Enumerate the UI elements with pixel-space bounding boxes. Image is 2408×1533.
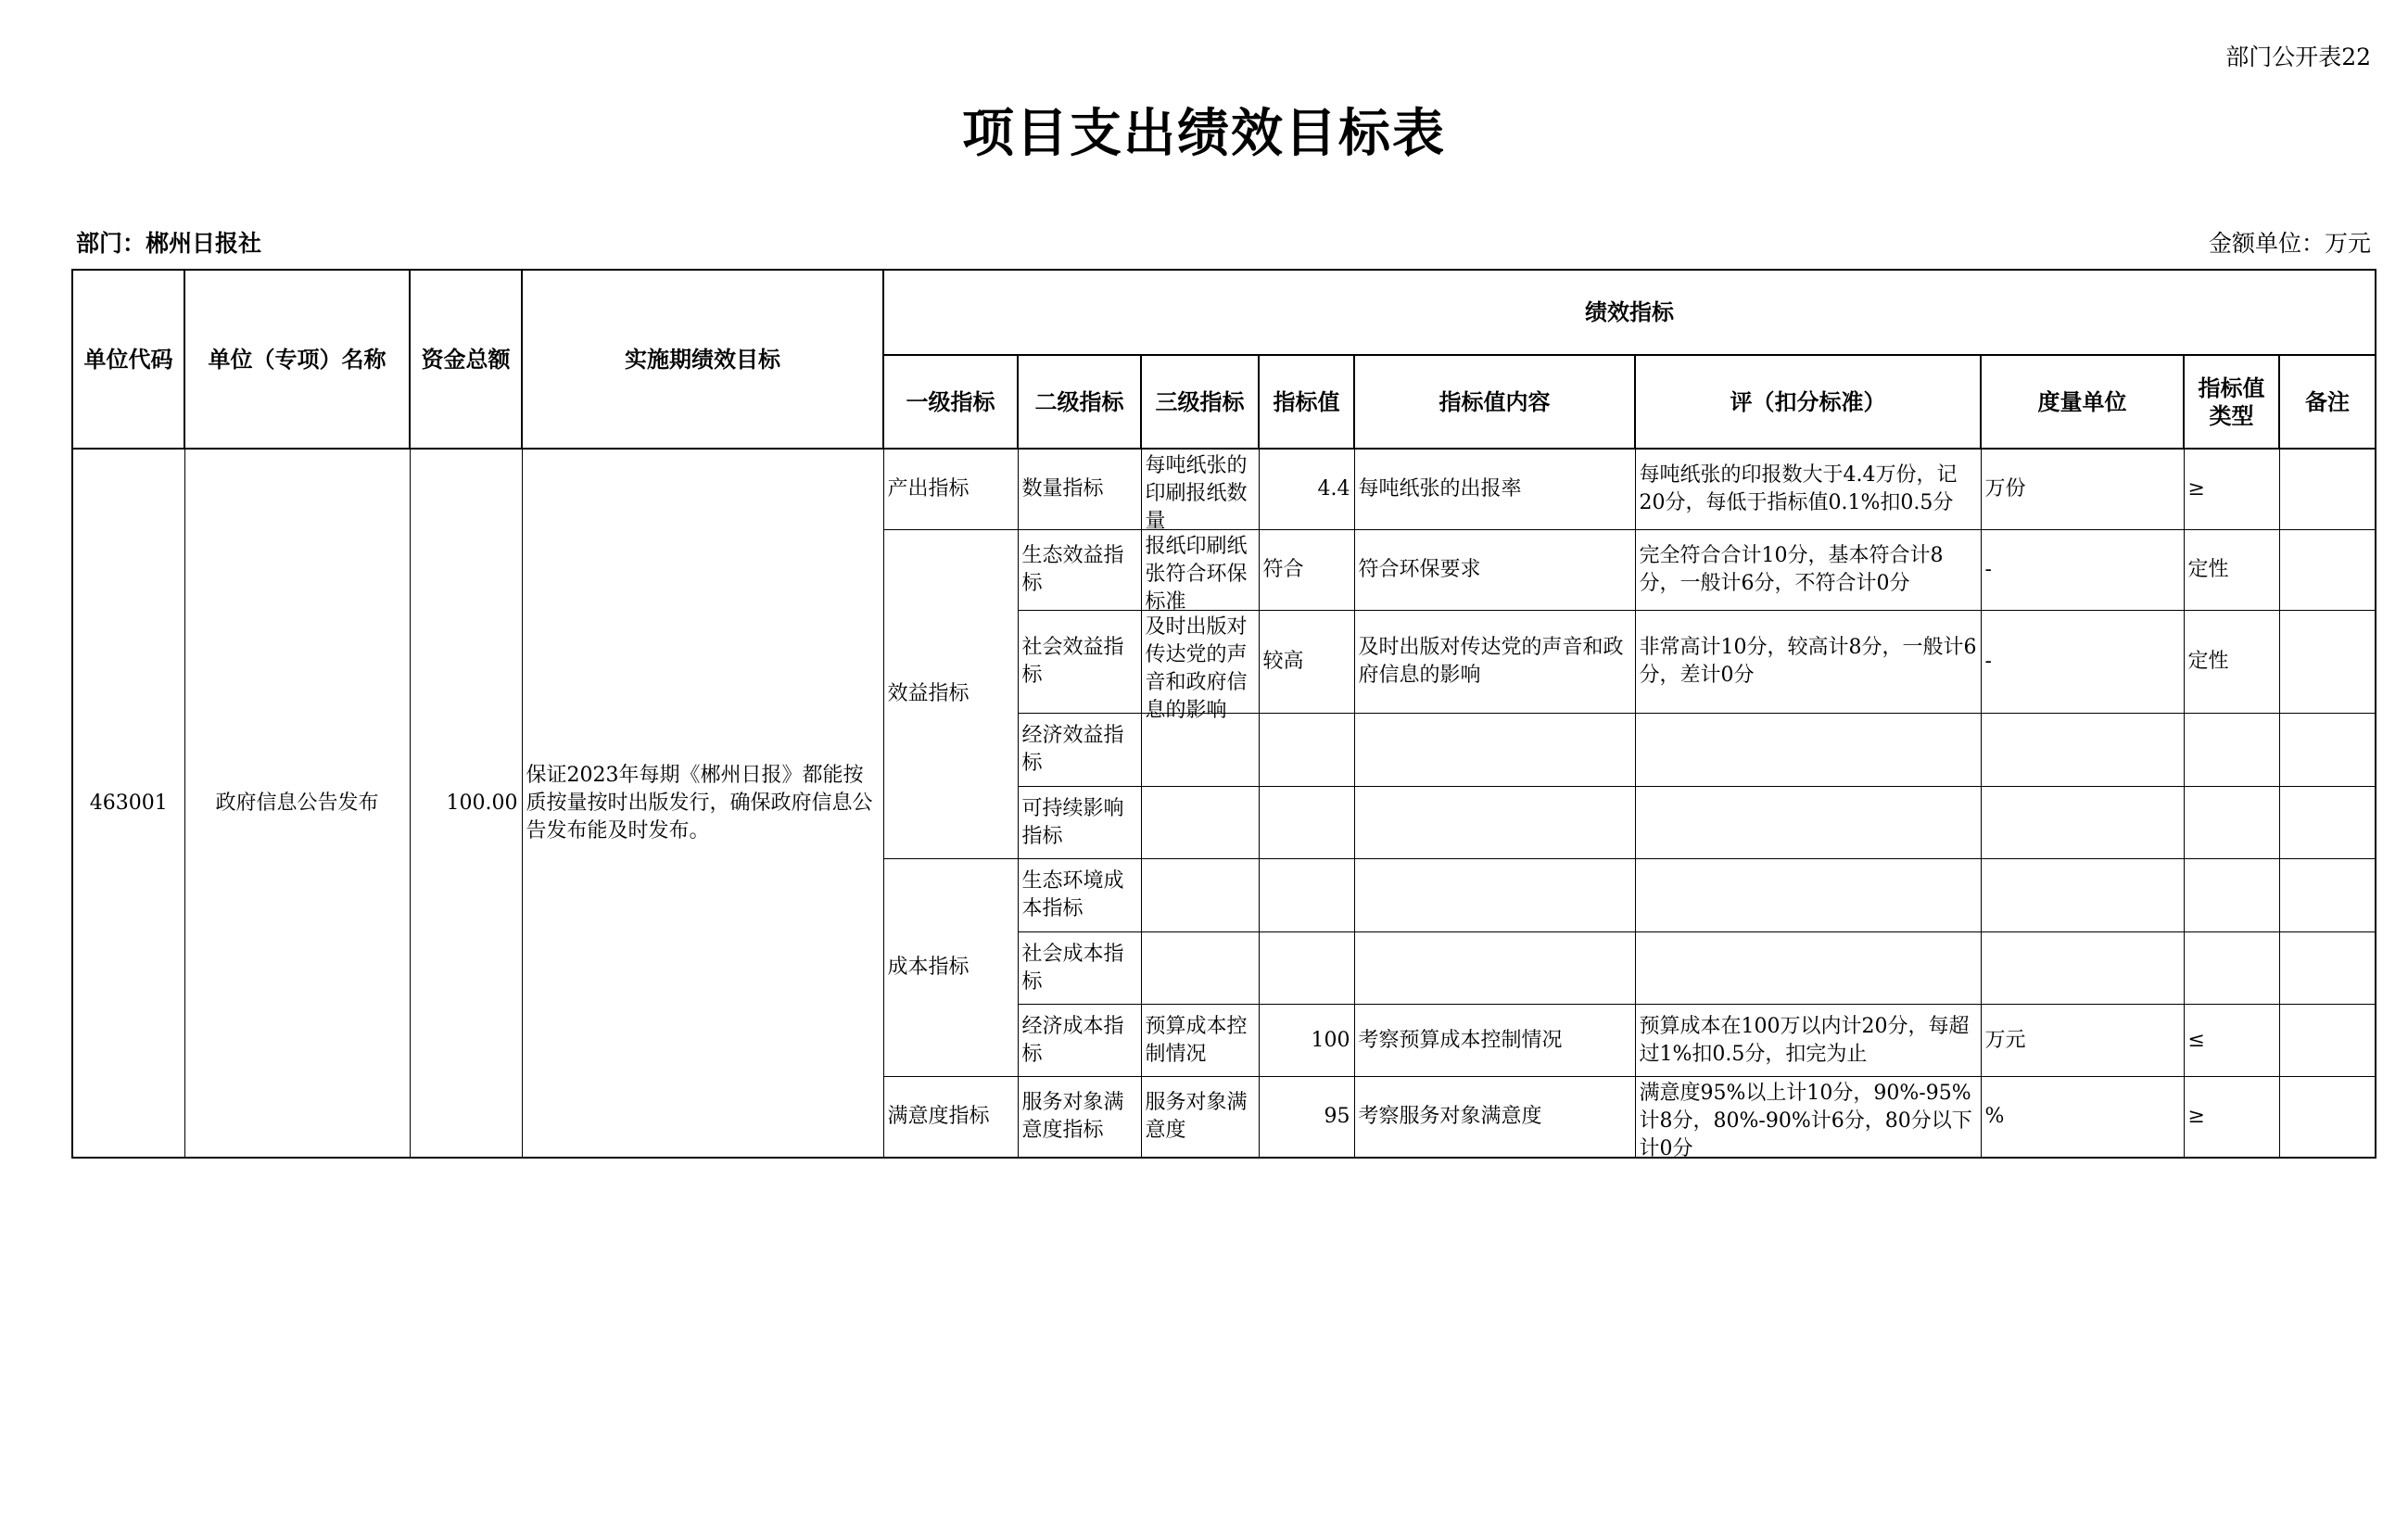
content-cell: [1354, 714, 1635, 787]
type-cell: 定性: [2184, 611, 2279, 714]
performance-target-table: [71, 269, 2376, 1159]
header-scoring-rule: 评（扣分标准）: [1635, 355, 1981, 449]
content-cell: 及时出版对传达党的声音和政府信息的影响: [1354, 611, 1635, 714]
remark-cell: [2279, 787, 2376, 859]
header-remark: 备注: [2279, 355, 2376, 449]
content-cell: [1354, 859, 1635, 932]
value-cell: [1259, 787, 1354, 859]
rule-cell: [1635, 787, 1981, 859]
content-cell: [1354, 932, 1635, 1005]
header-total-funds: 资金总额: [410, 270, 522, 449]
content-cell: 每吨纸张的出报率: [1354, 449, 1635, 530]
rule-cell: 非常高计10分，较高计8分，一般计6分，差计0分: [1635, 611, 1981, 714]
value-cell: [1259, 714, 1354, 787]
header-level3: 三级指标: [1141, 355, 1259, 449]
header-goal: 实施期绩效目标: [522, 270, 883, 449]
header-level1: 一级指标: [883, 355, 1018, 449]
department-label: 部门：郴州日报社: [76, 230, 262, 257]
level3-cell: [1141, 932, 1259, 1005]
header-value: 指标值: [1259, 355, 1354, 449]
level3-cell: [1141, 787, 1259, 859]
level3-cell: 服务对象满意度: [1141, 1077, 1259, 1159]
level1-cell: 满意度指标: [883, 1077, 1018, 1159]
type-cell: [2184, 932, 2279, 1005]
header-value-content: 指标值内容: [1354, 355, 1635, 449]
content-cell: 考察服务对象满意度: [1354, 1077, 1635, 1159]
type-cell: [2184, 714, 2279, 787]
type-cell: ≥: [2184, 1077, 2279, 1159]
value-cell: 较高: [1259, 611, 1354, 714]
rule-cell: [1635, 859, 1981, 932]
remark-cell: [2279, 1005, 2376, 1077]
level1-cell: 产出指标: [883, 449, 1018, 530]
level2-cell: 可持续影响指标: [1018, 787, 1141, 859]
type-cell: ≥: [2184, 449, 2279, 530]
measure-cell: -: [1981, 611, 2184, 714]
type-cell: [2184, 859, 2279, 932]
remark-cell: [2279, 714, 2376, 787]
unit-name-cell: 政府信息公告发布: [184, 449, 410, 1158]
level1-cell: 效益指标: [883, 530, 1018, 859]
measure-cell: [1981, 932, 2184, 1005]
level2-cell: 经济成本指标: [1018, 1005, 1141, 1077]
value-cell: 100: [1259, 1005, 1354, 1077]
type-cell: ≤: [2184, 1005, 2279, 1077]
remark-cell: [2279, 611, 2376, 714]
level3-cell: [1141, 859, 1259, 932]
level3-cell: 报纸印刷纸张符合环保标准: [1141, 530, 1259, 611]
remark-cell: [2279, 932, 2376, 1005]
level2-cell: 生态效益指标: [1018, 530, 1141, 611]
rule-cell: 完全符合合计10分，基本符合计8分，一般计6分，不符合计0分: [1635, 530, 1981, 611]
level2-cell: 服务对象满意度指标: [1018, 1077, 1141, 1159]
remark-cell: [2279, 859, 2376, 932]
measure-cell: [1981, 787, 2184, 859]
type-cell: [2184, 787, 2279, 859]
measure-cell: [1981, 859, 2184, 932]
value-cell: [1259, 932, 1354, 1005]
level2-cell: 社会成本指标: [1018, 932, 1141, 1005]
level3-cell: 预算成本控制情况: [1141, 1005, 1259, 1077]
form-number: 部门公开表22: [2225, 44, 2371, 70]
value-cell: 4.4: [1259, 449, 1354, 530]
rule-cell: 预算成本在100万以内计20分，每超过1%扣0.5分，扣完为止: [1635, 1005, 1981, 1077]
table-row: [72, 449, 2376, 530]
value-cell: 95: [1259, 1077, 1354, 1159]
remark-cell: [2279, 449, 2376, 530]
header-performance-indicators: 绩效指标: [883, 270, 2376, 355]
rule-cell: [1635, 714, 1981, 787]
value-cell: 符合: [1259, 530, 1354, 611]
measure-cell: [1981, 714, 2184, 787]
header-measure-unit: 度量单位: [1981, 355, 2184, 449]
level3-cell: 及时出版对传达党的声音和政府信息的影响: [1141, 611, 1259, 714]
header-unit-name: 单位（专项）名称: [184, 270, 410, 449]
unit-code-cell: 463001: [72, 449, 184, 1158]
level2-cell: 社会效益指标: [1018, 611, 1141, 714]
header-level2: 二级指标: [1018, 355, 1141, 449]
header-value-type: 指标值类型: [2184, 355, 2279, 449]
amount-unit-label: 金额单位：万元: [2208, 230, 2371, 257]
rule-cell: 满意度95%以上计10分，90%-95%计8分，80%-90%计6分，80分以下计0分: [1635, 1077, 1981, 1159]
level3-cell: 每吨纸张的印刷报纸数量: [1141, 449, 1259, 530]
value-cell: [1259, 859, 1354, 932]
rule-cell: 每吨纸张的印报数大于4.4万份，记20分，每低于指标值0.1%扣0.5分: [1635, 449, 1981, 530]
type-cell: 定性: [2184, 530, 2279, 611]
rule-cell: [1635, 932, 1981, 1005]
content-cell: 考察预算成本控制情况: [1354, 1005, 1635, 1077]
goal-cell: 保证2023年每期《郴州日报》都能按质按量按时出版发行，确保政府信息公告发布能及时发布。: [522, 449, 883, 1158]
page-title: 项目支出绩效目标表: [962, 104, 1446, 164]
remark-cell: [2279, 530, 2376, 611]
level2-cell: 数量指标: [1018, 449, 1141, 530]
total-funds-cell: 100.00: [410, 449, 522, 1158]
remark-cell: [2279, 1077, 2376, 1159]
measure-cell: 万元: [1981, 1005, 2184, 1077]
measure-cell: %: [1981, 1077, 2184, 1159]
measure-cell: 万份: [1981, 449, 2184, 530]
content-cell: [1354, 787, 1635, 859]
level2-cell: 生态环境成本指标: [1018, 859, 1141, 932]
level1-cell: 成本指标: [883, 859, 1018, 1077]
content-cell: 符合环保要求: [1354, 530, 1635, 611]
measure-cell: -: [1981, 530, 2184, 611]
header-unit-code: 单位代码: [72, 270, 184, 449]
level2-cell: 经济效益指标: [1018, 714, 1141, 787]
